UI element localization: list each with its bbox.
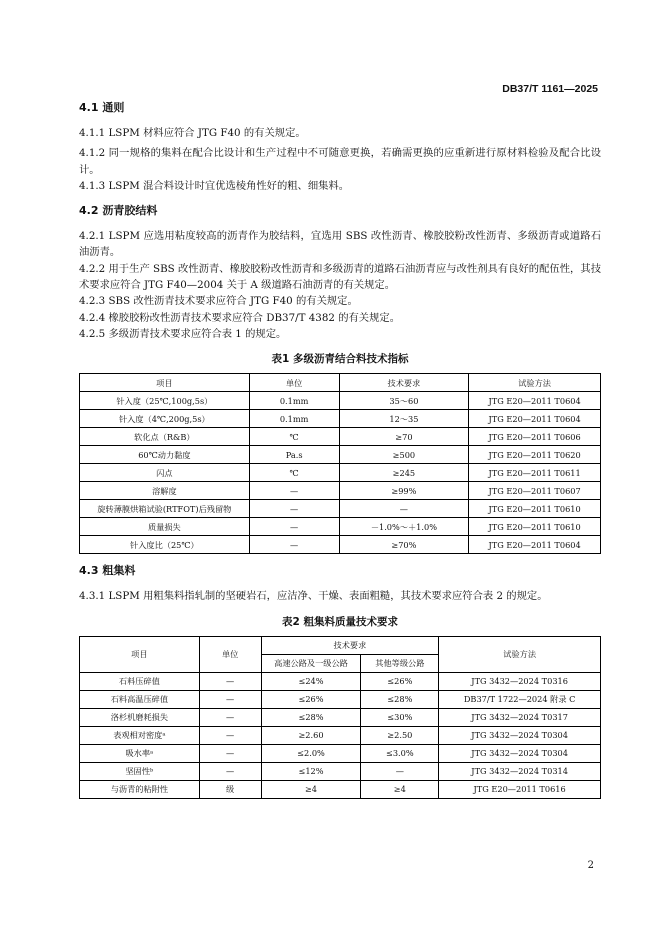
table-cell: ≥2.50 [361, 726, 439, 744]
table-row [80, 690, 601, 708]
table-cell: ℃ [249, 464, 339, 482]
table-cell: Pa.s [249, 446, 339, 464]
table2-header-highway: 高速公路及一级公路 [261, 654, 361, 672]
table-cell: ≥500 [339, 446, 469, 464]
table-row [80, 726, 601, 744]
table-cell: — [249, 518, 339, 536]
table-cell: — [199, 762, 261, 780]
table-cell: — [249, 482, 339, 500]
table-cell: 级 [199, 780, 261, 798]
table-cell: ≥70 [339, 428, 469, 446]
clause-4-2-5: 4.2.5 多级沥青技术要求应符合表 1 的规定。 [79, 327, 287, 340]
table-cell: 12～35 [339, 410, 469, 428]
table-row [80, 518, 601, 536]
table-cell: ≤26% [261, 690, 361, 708]
table-cell: JTG E20—2011 T0610 [469, 518, 601, 536]
table-cell: ≤28% [261, 708, 361, 726]
table-cell: 针入度（25℃,100g,5s） [80, 392, 250, 410]
table2-header-unit: 单位 [199, 636, 261, 672]
table-cell: 针入度比（25℃） [80, 536, 250, 554]
table-cell: JTG E20—2011 T0607 [469, 482, 601, 500]
table-cell: ≤12% [261, 762, 361, 780]
table-cell: JTG E20—2011 T0616 [439, 780, 601, 798]
table-cell: JTG 3432—2024 T0304 [439, 726, 601, 744]
table-row [80, 410, 601, 428]
table-cell: — [199, 726, 261, 744]
clause-4-1-2: 4.1.2 同一规格的集料在配合比设计和生产过程中不可随意更换，若确需更换的应重新进行原材料检验及配合比设计。 [79, 147, 601, 176]
section-title-4-1: 4.1 通则 [79, 101, 125, 114]
table2-header-other: 其他等级公路 [361, 654, 439, 672]
clause-4-2-3: 4.2.3 SBS 改性沥青技术要求应符合 JTG F40 的有关规定。 [79, 295, 358, 308]
table-cell: ≤2.0% [261, 744, 361, 762]
table-cell: JTG 3432—2024 T0317 [439, 708, 601, 726]
section-title-4-2: 4.2 沥青胶结料 [79, 204, 158, 218]
table-cell: JTG 3432—2024 T0314 [439, 762, 601, 780]
table-cell: 旋转薄膜烘箱试验(RTFOT)后残留物 [80, 500, 250, 518]
table-cell: JTG 3432—2024 T0316 [439, 672, 601, 690]
table-cell: JTG E20—2011 T0620 [469, 446, 601, 464]
table-row [80, 780, 601, 798]
table-row [80, 708, 601, 726]
table-cell: — [199, 672, 261, 690]
table-row [80, 428, 601, 446]
table-cell: 吸水率ᵃ [80, 744, 200, 762]
clause-4-2-2: 4.2.2 用于生产 SBS 改性沥青、橡胶胶粉改性沥青和多级沥青的道路石油沥青应与改性剂具有良好的配伍性，其技术要求应符合 JTG F40—2004 关于 A 级道路石油沥青的有关规定。 [79, 262, 601, 292]
table-cell: 质量损失 [80, 518, 250, 536]
table-cell: ℃ [249, 428, 339, 446]
table-row [80, 536, 601, 554]
table-cell: ≤30% [361, 708, 439, 726]
table-cell: ≥99% [339, 482, 469, 500]
table-row [80, 500, 601, 518]
table-row [80, 762, 601, 780]
table-cell: 坚固性ᵇ [80, 762, 200, 780]
table-cell: — [199, 744, 261, 762]
table-row [80, 482, 601, 500]
page-number: 2 [587, 860, 594, 871]
table-cell: 石料高温压碎值 [80, 690, 200, 708]
table-cell: — [199, 690, 261, 708]
table-cell: JTG E20—2011 T0610 [469, 500, 601, 518]
table-cell: JTG E20—2011 T0604 [469, 410, 601, 428]
table-cell: ≥4 [261, 780, 361, 798]
table-cell: 闪点 [80, 464, 250, 482]
table-cell: 与沥青的粘附性 [80, 780, 200, 798]
table2-header-row [80, 636, 601, 654]
clause-4-3-1: 4.3.1 LSPM 用粗集料指轧制的坚硬岩石，应洁净、干燥、表面粗糙，其技术要求应符合表 2 的规定。 [79, 590, 548, 603]
table-row [80, 392, 601, 410]
table-cell: — [249, 500, 339, 518]
table-row [80, 672, 601, 690]
table-row [80, 744, 601, 762]
table-cell: ≤3.0% [361, 744, 439, 762]
table-cell: JTG 3432—2024 T0304 [439, 744, 601, 762]
table-cell: — [361, 762, 439, 780]
table-cell: 溶解度 [80, 482, 250, 500]
table-cell: ≥4 [361, 780, 439, 798]
table2-title: 表2 粗集料质量技术要求 [282, 615, 398, 628]
table2-header-item: 项目 [80, 636, 200, 672]
document-body [79, 100, 601, 799]
table-cell: ≥70% [339, 536, 469, 554]
table-cell: 洛杉机磨耗损失 [80, 708, 200, 726]
table-cell: －1.0%～＋1.0% [339, 518, 469, 536]
clause-4-2-4: 4.2.4 橡胶胶粉改性沥青技术要求应符合 DB37/T 4382 的有关规定。 [79, 311, 400, 324]
table-cell: ≥2.60 [261, 726, 361, 744]
table-cell: 针入度（4℃,200g,5s） [80, 410, 250, 428]
section-title-4-3: 4.3 粗集料 [79, 564, 136, 578]
table-cell: 0.1mm [249, 410, 339, 428]
table1-header-unit: 单位 [249, 374, 339, 392]
table-cell: 60℃动力黏度 [80, 446, 250, 464]
table-cell: — [249, 536, 339, 554]
table-row [80, 446, 601, 464]
clause-4-2-1: 4.2.1 LSPM 应选用粘度较高的沥青作为胶结料，宜选用 SBS 改性沥青、橡胶胶粉改性沥青、多级沥青或道路石油沥青。 [79, 230, 601, 259]
table-cell: 表观相对密度ᵃ [80, 726, 200, 744]
table1-header-row [80, 374, 601, 392]
table-cell: 软化点（R&B） [80, 428, 250, 446]
table1-title: 表1 多级沥青结合料技术指标 [271, 353, 409, 366]
document-code: DB37/T 1161—2025 [502, 83, 598, 95]
table-row [80, 464, 601, 482]
table1-header-item: 项目 [80, 374, 250, 392]
table-cell: 35～60 [339, 392, 469, 410]
table-cell: JTG E20—2011 T0604 [469, 536, 601, 554]
table-cell: 石料压碎值 [80, 672, 200, 690]
table2-header-requirement: 技术要求 [261, 636, 439, 654]
clause-4-1-1: 4.1.1 LSPM 材料应符合 JTG F40 的有关规定。 [79, 127, 306, 139]
table1-header-requirement: 技术要求 [339, 374, 469, 392]
clause-4-1-3: 4.1.3 LSPM 混合料设计时宜优选棱角性好的粗、细集料。 [79, 179, 350, 192]
table1-header-method: 试验方法 [469, 374, 601, 392]
table2-header-method: 试验方法 [439, 636, 601, 672]
table-cell: JTG E20—2011 T0604 [469, 392, 601, 410]
table-cell: DB37/T 1722—2024 附录 C [439, 690, 601, 708]
table-cell: ≤26% [361, 672, 439, 690]
table-cell: JTG E20—2011 T0611 [469, 464, 601, 482]
table-cell: ≤28% [361, 690, 439, 708]
table-cell: 0.1mm [249, 392, 339, 410]
table2 [79, 636, 601, 799]
table-cell: JTG E20—2011 T0606 [469, 428, 601, 446]
table-cell: ≤24% [261, 672, 361, 690]
table-cell: — [199, 708, 261, 726]
table1 [79, 373, 601, 554]
table-cell: ≥245 [339, 464, 469, 482]
table-cell: — [339, 500, 469, 518]
